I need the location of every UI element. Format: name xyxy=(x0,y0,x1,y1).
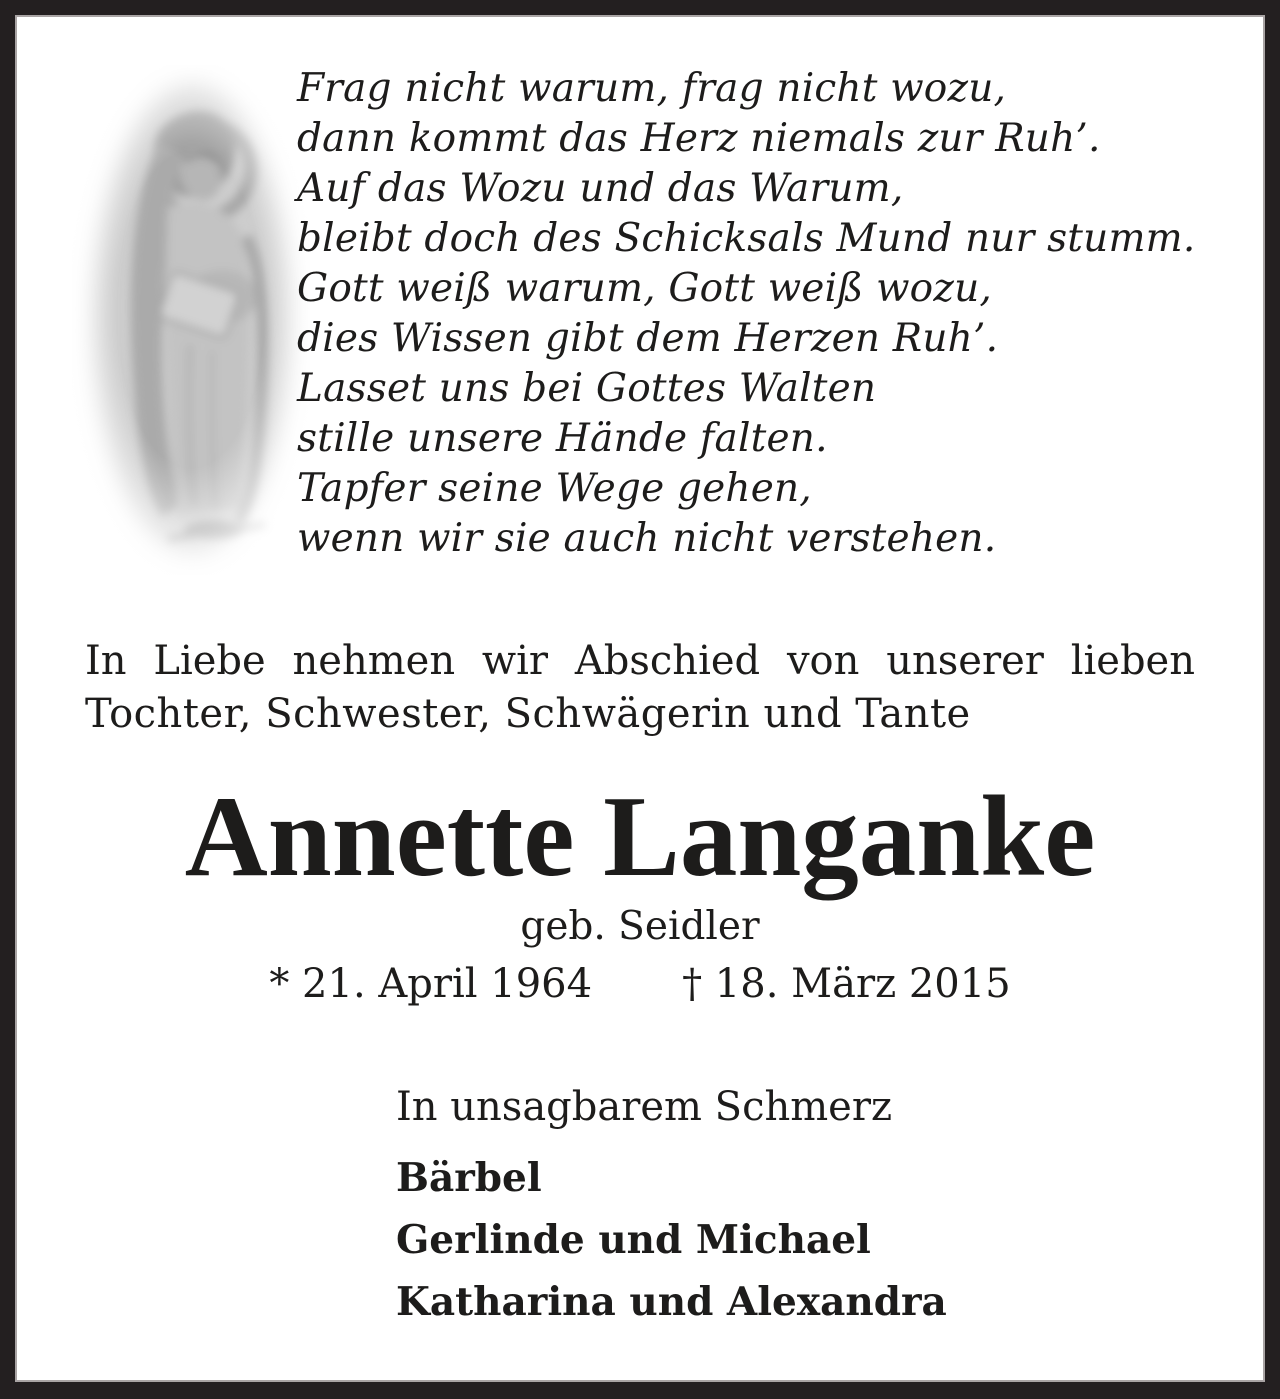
poem-line: dann kommt das Herz niemals zur Ruh’. xyxy=(297,116,1101,161)
life-dates xyxy=(17,961,1263,1007)
poem-line: Gott weiß warum, Gott weiß wozu, xyxy=(297,266,993,311)
mourner-name: Gerlinde und Michael xyxy=(396,1217,871,1263)
mourner-name: Katharina und Alexandra xyxy=(396,1279,947,1325)
deceased-name: Annette Langanke xyxy=(184,773,1096,900)
madonna-relief-illustration xyxy=(72,65,310,575)
birth-date: * 21. April 1964 xyxy=(269,961,593,1007)
signoff-block xyxy=(396,1085,947,1323)
mourning-phrase: In unsagbarem Schmerz xyxy=(396,1084,893,1130)
farewell-intro-line2: Tochter, Schwester, Schwägerin und Tante xyxy=(85,691,971,737)
obituary-sheet xyxy=(15,15,1265,1382)
madonna-relief-svg xyxy=(72,65,310,575)
maiden-name: geb. Seidler xyxy=(520,904,760,949)
poem-line: Frag nicht warum, frag nicht wozu, xyxy=(297,66,1007,111)
farewell-intro-line1: In Liebe nehmen wir Abschied von unserer lieben xyxy=(85,638,1195,684)
poem-line: Tapfer seine Wege gehen, xyxy=(297,466,812,511)
poem-line: Lasset uns bei Gottes Walten xyxy=(297,366,877,411)
poem-line: dies Wissen gibt dem Herzen Ruh’. xyxy=(297,316,999,361)
poem xyxy=(297,64,1195,564)
poem-line: stille unsere Hände falten. xyxy=(297,416,828,461)
mourner-name: Bärbel xyxy=(396,1155,542,1201)
farewell-intro xyxy=(85,635,1195,741)
death-date: † 18. März 2015 xyxy=(682,961,1011,1007)
poem-line: bleibt doch des Schicksals Mund nur stumm. xyxy=(297,216,1196,261)
poem-line: Auf das Wozu und das Warum, xyxy=(297,166,904,211)
poem-line: wenn wir sie auch nicht verstehen. xyxy=(297,516,997,561)
